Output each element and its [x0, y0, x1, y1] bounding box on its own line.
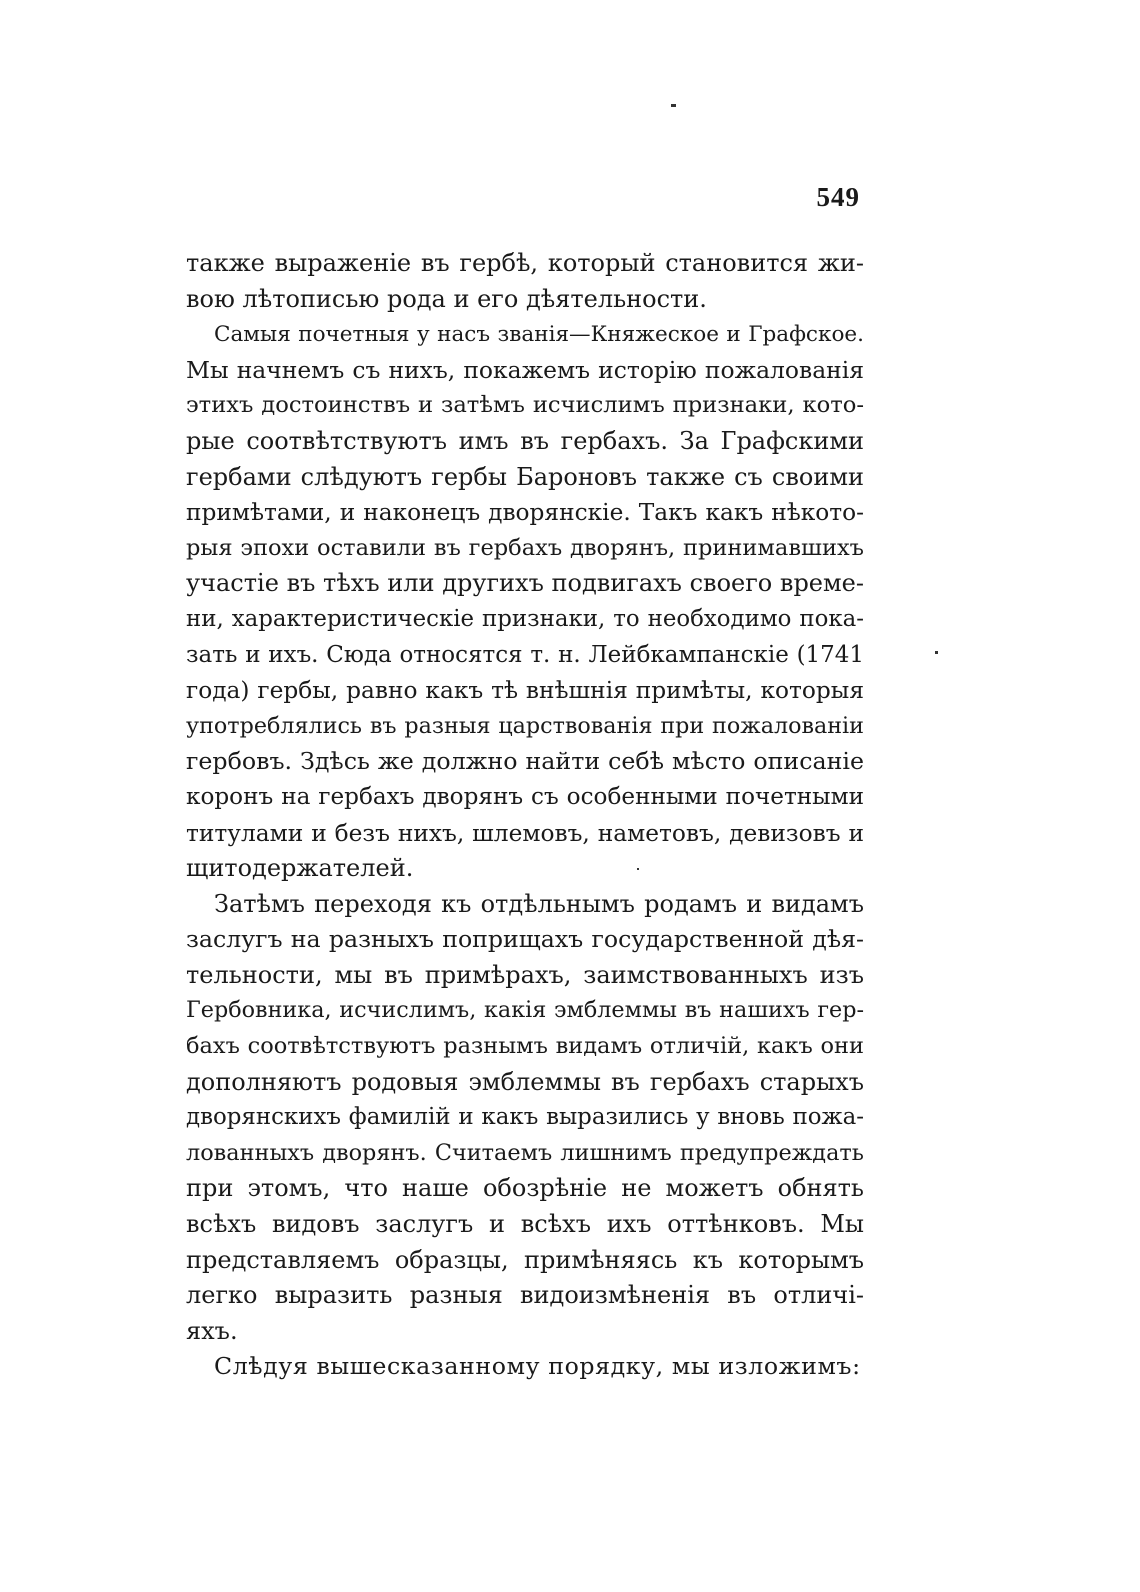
- text-line: щитодержателей.: [186, 854, 414, 883]
- text-line: Слѣдуя вышесказанному порядку, мы изложимъ:: [214, 1352, 861, 1381]
- text-line: дворянскихъ фамилій и какъ выразились у вновь пожа-: [186, 1104, 864, 1131]
- text-line: всѣхъ видовъ заслугъ и всѣхъ ихъ оттѣнковъ. Мы: [186, 1210, 864, 1239]
- text-line: также выраженіе въ гербѣ, который становится жи-: [186, 249, 864, 277]
- text-line: бахъ соотвѣтствуютъ разнымъ видамъ отличій, какъ они: [186, 1033, 864, 1060]
- text-line: Затѣмъ переходя къ отдѣльнымъ родамъ и видамъ: [214, 889, 864, 918]
- text-line: вою лѣтописью рода и его дѣятельности.: [186, 284, 707, 313]
- print-speck: [935, 651, 938, 654]
- page-number: 549: [816, 182, 860, 212]
- text-line: зать и ихъ. Сюда относятся т. н. Лейбкампанскіе (1741: [186, 641, 864, 668]
- text-line: заслугъ на разныхъ поприщахъ государственной дѣя-: [186, 925, 864, 954]
- text-line: рые соотвѣтствуютъ имъ въ гербахъ. За Графскими: [186, 426, 864, 455]
- text-line: Гербовника, исчислимъ, какія эмблеммы въ нашихъ гер-: [186, 997, 864, 1024]
- text-line: гербами слѣдуютъ гербы Бароновъ также съ своими: [186, 462, 864, 491]
- text-line: при этомъ, что наше обозрѣніе не можетъ обнять: [186, 1174, 864, 1203]
- text-line: титулами и безъ нихъ, шлемовъ, наметовъ, девизовъ и: [186, 819, 864, 847]
- text-line: гербовъ. Здѣсь же должно найти себѣ мѣсто описаніе: [186, 747, 864, 776]
- paragraph: [186, 317, 864, 887]
- text-line: Мы начнемъ съ нихъ, покажемъ исторію пожалованія: [186, 355, 864, 384]
- text-line: этихъ достоинствъ и затѣмъ исчислимъ признаки, кото-: [186, 392, 864, 419]
- paragraph: [186, 246, 864, 317]
- text-line: рыя эпохи оставили въ гербахъ дворянъ, принимавшихъ: [186, 534, 864, 561]
- text-line: ни, характеристическіе признаки, то необходимо пока-: [186, 605, 864, 632]
- text-line: употреблялись въ разныя царствованія при пожалованіи: [186, 712, 864, 739]
- paragraph: [186, 887, 864, 1350]
- text-line: лованныхъ дворянъ. Считаемъ лишнимъ предупреждать: [186, 1139, 864, 1166]
- text-line: дополняютъ родовыя эмблеммы въ гербахъ старыхъ: [186, 1067, 864, 1096]
- text-line: коронъ на гербахъ дворянъ съ особенными почетными: [186, 783, 864, 810]
- text-line: Самыя почетныя у насъ званія—Княжеское и Графское.: [214, 322, 864, 348]
- text-line: участіе въ тѣхъ или другихъ подвигахъ своего време-: [186, 569, 864, 598]
- text-line: представляемъ образцы, примѣняясь къ которымъ: [186, 1245, 864, 1274]
- text-line: легко выразить разныя видоизмѣненія въ отличі-: [186, 1281, 864, 1310]
- print-speck: [671, 104, 676, 107]
- body-text: [186, 246, 864, 1385]
- text-line: тельности, мы въ примѣрахъ, заимствованныхъ изъ: [186, 960, 864, 989]
- text-line: года) гербы, равно какъ тѣ внѣшнія примѣты, которыя: [186, 677, 864, 705]
- text-line: яхъ.: [186, 1316, 238, 1345]
- paragraph: [186, 1349, 864, 1385]
- text-line: примѣтами, и наконецъ дворянскіе. Такъ какъ нѣкото-: [186, 499, 864, 527]
